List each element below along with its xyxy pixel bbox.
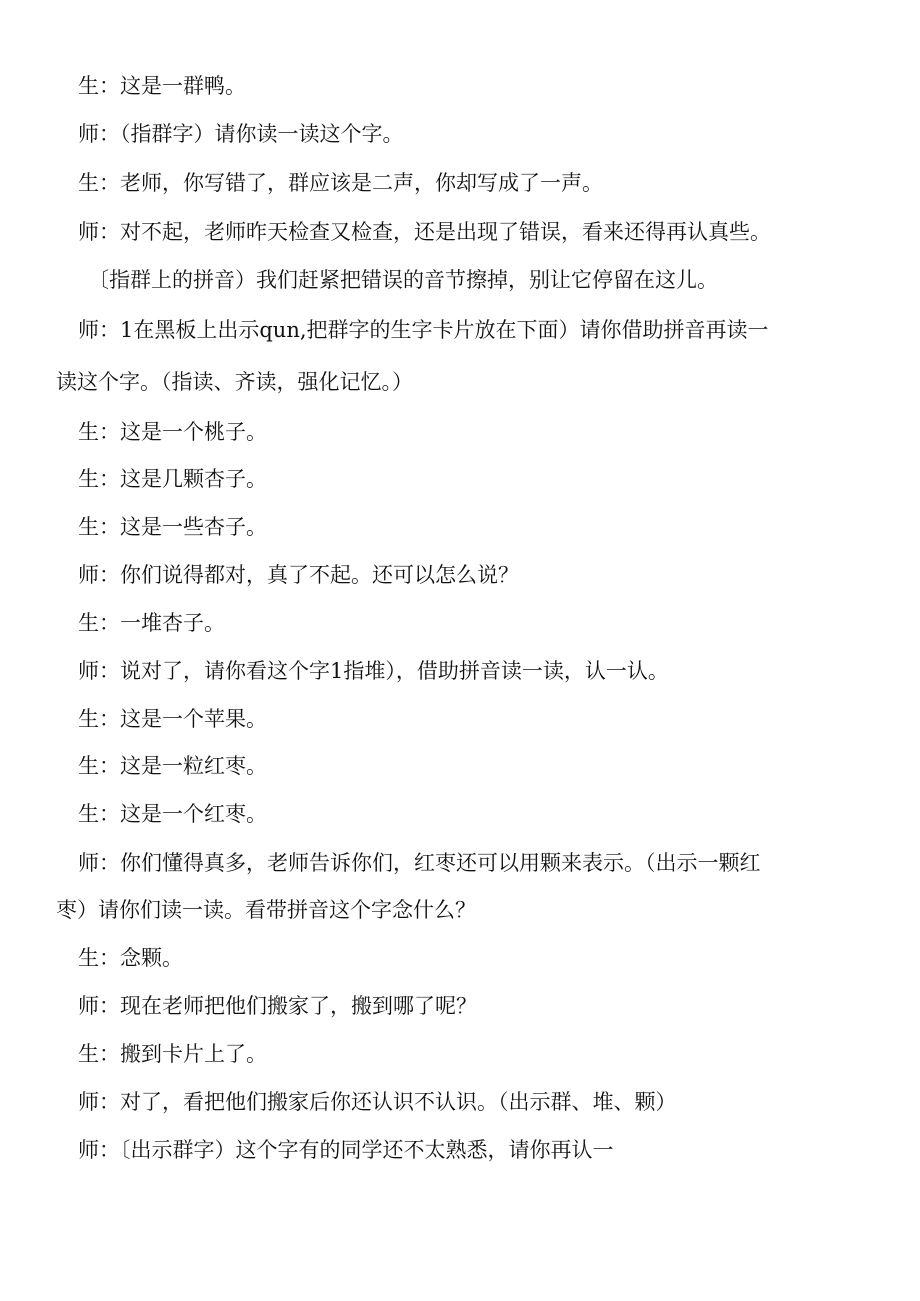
- dialogue-line: 师：（指群字）请你读一读这个字。: [78, 122, 404, 146]
- dialogue-line: 生：一堆杏子。: [78, 611, 225, 635]
- dialogue-line: 生：这是几颗杏子。: [78, 467, 267, 491]
- dialogue-line: 师：你们懂得真多，老师告诉你们，红枣还可以用颗来表示。（出示一颗红: [78, 851, 761, 875]
- dialogue-line: 师：1在黑板上出示qun,把群字的生字卡片放在下面）请你借助拼音再读一: [78, 318, 769, 342]
- dialogue-line: 师：对了，看把他们搬家后你还认识不认识。（出示群、堆、颗）: [78, 1090, 677, 1114]
- dialogue-line-continued: 枣）请你们读一读。看带拼音这个字念什么？: [56, 898, 476, 922]
- dialogue-line: 生：念颗。: [78, 946, 183, 970]
- dialogue-line: 生：这是一个桃子。: [78, 420, 267, 444]
- dialogue-line: 师：〔出示群字）这个字有的同学还不太熟悉，请你再认一: [78, 1138, 614, 1162]
- dialogue-line: 生：这是一些杏子。: [78, 515, 267, 539]
- dialogue-line: 师：现在老师把他们搬家了，搬到哪了呢？: [78, 994, 477, 1018]
- dialogue-line: 生：这是一群鸭。: [78, 74, 246, 98]
- dialogue-line: 生：搬到卡片上了。: [78, 1042, 267, 1066]
- dialogue-line-continued: 读这个字。（指读、齐读，强化记忆。）: [56, 370, 413, 394]
- dialogue-line: 师：你们说得都对，真了不起。还可以怎么说？: [78, 563, 519, 587]
- dialogue-line: 师：对不起，老师昨天检查又检查，还是出现了错误，看来还得再认真些。: [78, 220, 771, 244]
- dialogue-line: 生：这是一个红枣。: [78, 802, 267, 826]
- dialogue-line: 师：说对了，请你看这个字1指堆），借助拼音读一读，认一认。: [78, 659, 669, 683]
- dialogue-line: 生：这是一个苹果。: [78, 707, 267, 731]
- dialogue-line: 生：老师，你写错了，群应该是二声，你却写成了一声。: [78, 171, 603, 195]
- dialogue-line: 〔指群上的拼音）我们赶紧把错误的音节擦掉，别让它停留在这儿。: [88, 268, 718, 292]
- dialogue-line: 生：这是一粒红枣。: [78, 754, 267, 778]
